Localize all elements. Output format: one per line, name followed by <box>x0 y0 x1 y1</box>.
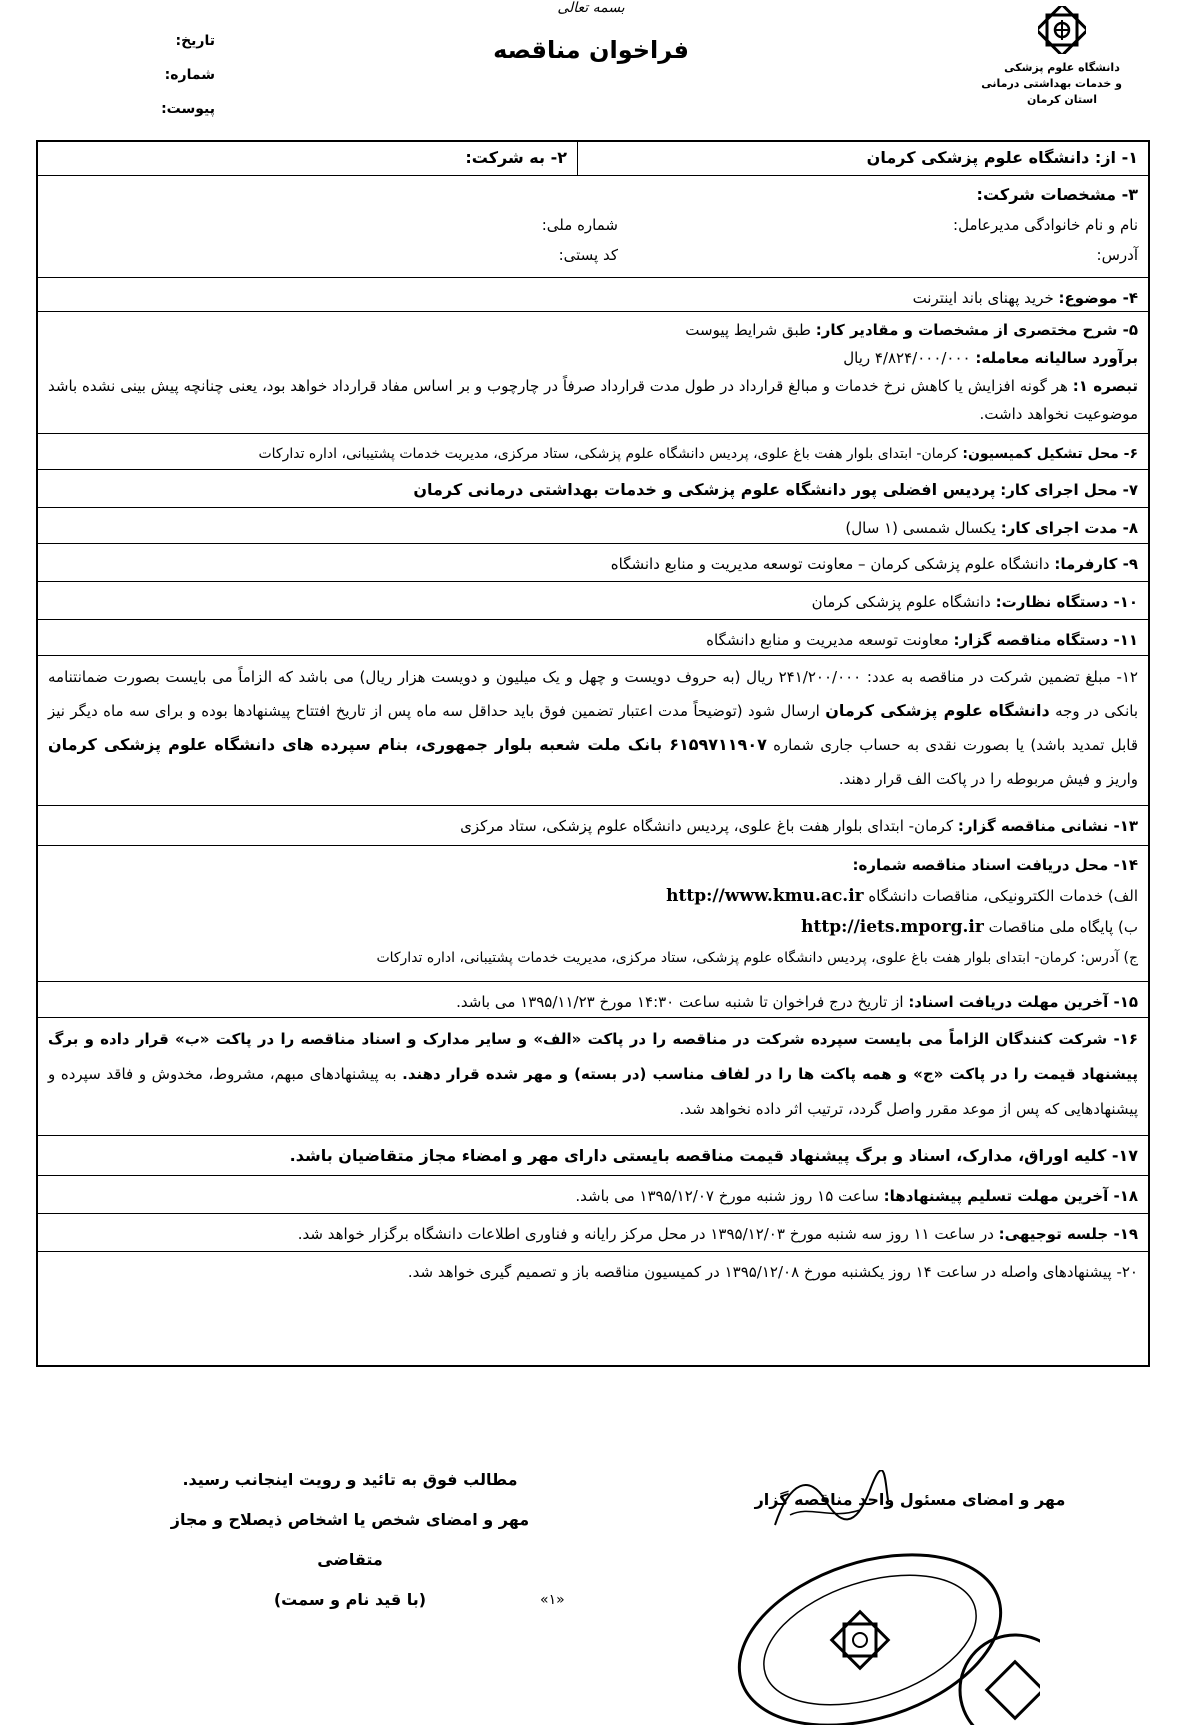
applicant-signature-block <box>170 1460 530 1620</box>
documents-deadline-value: از تاریخ درج فراخوان تا شنبه ساعت ۱۴:۳۰ مورخ ۱۳۹۵/۱۱/۲۳ می باشد. <box>456 993 904 1011</box>
duration-label: ۸- مدت اجرای کار: <box>1000 519 1138 537</box>
applicant-name-line: (با قید نام و سمت) <box>273 1590 427 1609</box>
briefing-value: در ساعت ۱۱ روز سه شنبه مورخ ۱۳۹۵/۱۲/۰۳ در محل مرکز رایانه و فناوری اطلاعات دانشگاه برگزار خواهد شد. <box>297 1225 994 1243</box>
from-to-row <box>38 142 1148 176</box>
envelopes-instructions: ۱۶- شرکت کنندگان الزاماً می بایست سپرده شرکت در مناقصه را در پاکت «الف» و سایر مدارک و اسناد مناقصه را در پاکت «ب» قرار داده و برگ پیشنهاد قیمت را در پاکت «ج» و همه پاکت ها را در لفاف مناسب (در بسته) و مهر شده قرار دهند. <box>48 1030 1138 1083</box>
letter-meta <box>125 24 215 126</box>
kmu-link[interactable]: http://www.kmu.ac.ir <box>666 886 864 906</box>
estimate-label: برآورد سالیانه معامله: <box>975 349 1138 367</box>
commission-row <box>38 434 1148 470</box>
date-label: تاریخ: <box>175 33 215 49</box>
briefing-label: ۱۹- جلسه توجیهی: <box>998 1225 1138 1243</box>
national-id-label: شماره ملی: <box>541 216 618 234</box>
number-label: شماره: <box>164 67 215 83</box>
commission-label: ۶- محل تشکیل کمیسیون: <box>962 446 1138 462</box>
page-title: فراخوان مناقصه <box>493 36 689 64</box>
documents-deadline-row <box>38 982 1148 1018</box>
briefing-row <box>38 1214 1148 1252</box>
tenderer-signature-line: مهر و امضای مسئول واحد مناقصه گزار <box>754 1490 1066 1509</box>
description-value: طبق شرایط پیوست <box>685 321 811 339</box>
guarantee-text-a: ۱۲- مبلغ تضمین شرکت در مناقصه به عدد: ۲۴۱/۲۰۰/۰۰۰ ریال (به حروف دویست و چهل و یک میلیون و دویست هزار ریال) می باشد که الزاماً می بایست بصورت ضمانتنامه بانکی در وجه <box>48 668 1138 720</box>
address-label: آدرس: <box>1096 246 1138 264</box>
submission-deadline-label: ۱۸- آخرین مهلت تسلیم پیشنهادها: <box>883 1187 1138 1205</box>
supervision-row <box>38 582 1148 620</box>
subject-row <box>38 278 1148 312</box>
iets-link[interactable]: http://iets.mporg.ir <box>801 917 984 937</box>
guarantee-text-e: واریز و فیش مربوطه را در پاکت الف قرار دهند. <box>838 770 1138 788</box>
postal-code-label: کد پستی: <box>558 246 618 264</box>
supervision-label: ۱۰- دستگاه نظارت: <box>995 593 1138 611</box>
applicant-signature-line: مهر و امضای شخص یا اشخاص ذیصلاح و مجاز متقاضی <box>170 1510 530 1569</box>
opening-row: ۲۰- پیشنهادهای واصله در ساعت ۱۴ روز یکشنبه مورخ ۱۳۹۵/۱۲/۰۸ در کمیسیون مناقصه باز و تصمیم گیری خواهد شد. <box>407 1263 1138 1281</box>
work-location-value: پردیس افضلی پور دانشگاه علوم پزشکی و خدمات بهداشتی درمانی کرمان <box>413 480 996 499</box>
documents-deadline-label: ۱۵- آخرین مهلت دریافت اسناد: <box>908 993 1138 1011</box>
tenderer-label: ۱۱- دستگاه مناقصه گزار: <box>953 631 1138 649</box>
org-line-2: و خدمات بهداشتی درمانی <box>981 77 1122 90</box>
manager-name-label: نام و نام خانوادگی مدیرعامل: <box>953 216 1138 234</box>
guarantee-row <box>38 656 1148 806</box>
letterhead <box>0 0 1182 135</box>
supervision-value: دانشگاه علوم پزشکی کرمان <box>811 593 991 611</box>
applicant-confirm-line: مطالب فوق به تائید و رویت اینجانب رسید. <box>182 1470 518 1489</box>
tenderer-address-row <box>38 806 1148 846</box>
duration-row <box>38 508 1148 544</box>
commission-value: کرمان- ابتدای بلوار هفت باغ علوی، پردیس دانشگاه علوم پزشکی، ستاد مرکزی، مدیریت خدمات پشتیبانی، اداره تدارکات <box>258 446 958 462</box>
subject-value: خرید پهنای باند اینترنت <box>912 289 1054 307</box>
employer-value: دانشگاه علوم پزشکی کرمان – معاونت توسعه مدیریت و منابع دانشگاه <box>610 555 1050 573</box>
tenderer-address-value: کرمان- ابتدای بلوار هفت باغ علوی، پردیس دانشگاه علوم پزشکی، ستاد مرکزی <box>460 817 954 835</box>
company-row <box>38 176 1148 278</box>
documents-option-a: الف) خدمات الکترونیکی، مناقصات دانشگاه <box>868 887 1138 905</box>
duration-value: یکسال شمسی (۱ سال) <box>845 519 996 537</box>
employer-row <box>38 544 1148 582</box>
documents-location-label: ۱۴- محل دریافت اسناد مناقصه شماره: <box>852 856 1138 874</box>
envelopes-row <box>38 1018 1148 1136</box>
signature-section <box>0 1380 1182 1728</box>
tenderer-address-label: ۱۳- نشانی مناقصه گزار: <box>957 817 1138 835</box>
from-field: ۱- از: دانشگاه علوم پزشکی کرمان <box>866 148 1138 167</box>
employer-label: ۹- کارفرما: <box>1054 555 1138 573</box>
tender-form <box>36 140 1150 1367</box>
page-number: «۱» <box>540 1592 565 1608</box>
documents-location-row <box>38 846 1148 982</box>
estimate-value: ۴/۸۲۴/۰۰۰/۰۰۰ ریال <box>843 349 971 367</box>
bismillah: بسمه تعالی <box>557 0 625 16</box>
description-row <box>38 312 1148 434</box>
description-label: ۵- شرح مختصری از مشخصات و مقادیر کار: <box>815 321 1138 339</box>
attachment-label: پیوست: <box>161 101 215 117</box>
university-stamp-seal <box>720 1530 1040 1725</box>
envelopes-rejection: به پیشنهادهای مبهم، مشروط، مخدوش و فاقد سپرده و پیشنهادهایی که پس از موعد مقرر واصل گردد، ترتیب اثر داده نخواهد شد. <box>48 1065 1138 1118</box>
university-emblem-icon <box>1038 6 1086 54</box>
guarantee-text-c: ارسال شود (توضیحاً مدت اعتبار تضمین فوق باید حداقل سه ماه پس از تاریخ افتتاح پیشنهادها بوده و برای سه ماه دیگر نیز قابل تمدید باشد) یا بصورت نقدی به حساب جاری شماره <box>48 702 1138 754</box>
documents-option-b: ب) پایگاه ملی مناقصات <box>988 918 1138 936</box>
guarantee-account: ۶۱۵۹۷۱۱۹۰۷ بانک ملت شعبه بلوار جمهوری، بنام سپرده های دانشگاه علوم پزشکی کرمان <box>48 735 767 754</box>
org-line-1: دانشگاه علوم پزشکی <box>1004 61 1120 74</box>
work-location-row <box>38 470 1148 508</box>
org-logo-block <box>981 6 1122 108</box>
company-title: ۳- مشخصات شرکت: <box>976 185 1138 204</box>
tenderer-value: معاونت توسعه مدیریت و منابع دانشگاه <box>706 631 949 649</box>
org-line-3: استان کرمان <box>1027 93 1097 106</box>
documents-option-c: ج) آدرس: کرمان- ابتدای بلوار هفت باغ علوی، پردیس دانشگاه علوم پزشکی، ستاد مرکزی، مدیریت خدمات پشتیبانی، اداره تدارکات <box>376 950 1138 966</box>
note1-text: هر گونه افزایش یا کاهش نرخ خدمات و مبالغ قرارداد در طول مدت قرارداد صرفاً در چارچوب و بر اساس مفاد قرارداد خواهد بود، یعنی چنانچه پیش بینی نشده باشد موضوعیت نخواهد داشت. <box>48 377 1138 423</box>
work-location-label: ۷- محل اجرای کار: <box>1000 481 1138 499</box>
signatures-required-row: ۱۷- کلیه اوراق، مدارک، اسناد و برگ پیشنهاد قیمت مناقصه بایستی دارای مهر و امضاء مجاز متقاضیان باشد. <box>38 1136 1148 1176</box>
submission-deadline-row <box>38 1176 1148 1214</box>
tenderer-row <box>38 620 1148 656</box>
guarantee-beneficiary: دانشگاه علوم پزشکی کرمان <box>825 701 1050 720</box>
note1-label: تبصره ۱: <box>1072 377 1138 395</box>
subject-label: ۴- موضوع: <box>1058 289 1138 307</box>
submission-deadline-value: ساعت ۱۵ روز شنبه مورخ ۱۳۹۵/۱۲/۰۷ می باشد. <box>575 1187 879 1205</box>
to-field: ۲- به شرکت: <box>38 142 578 175</box>
